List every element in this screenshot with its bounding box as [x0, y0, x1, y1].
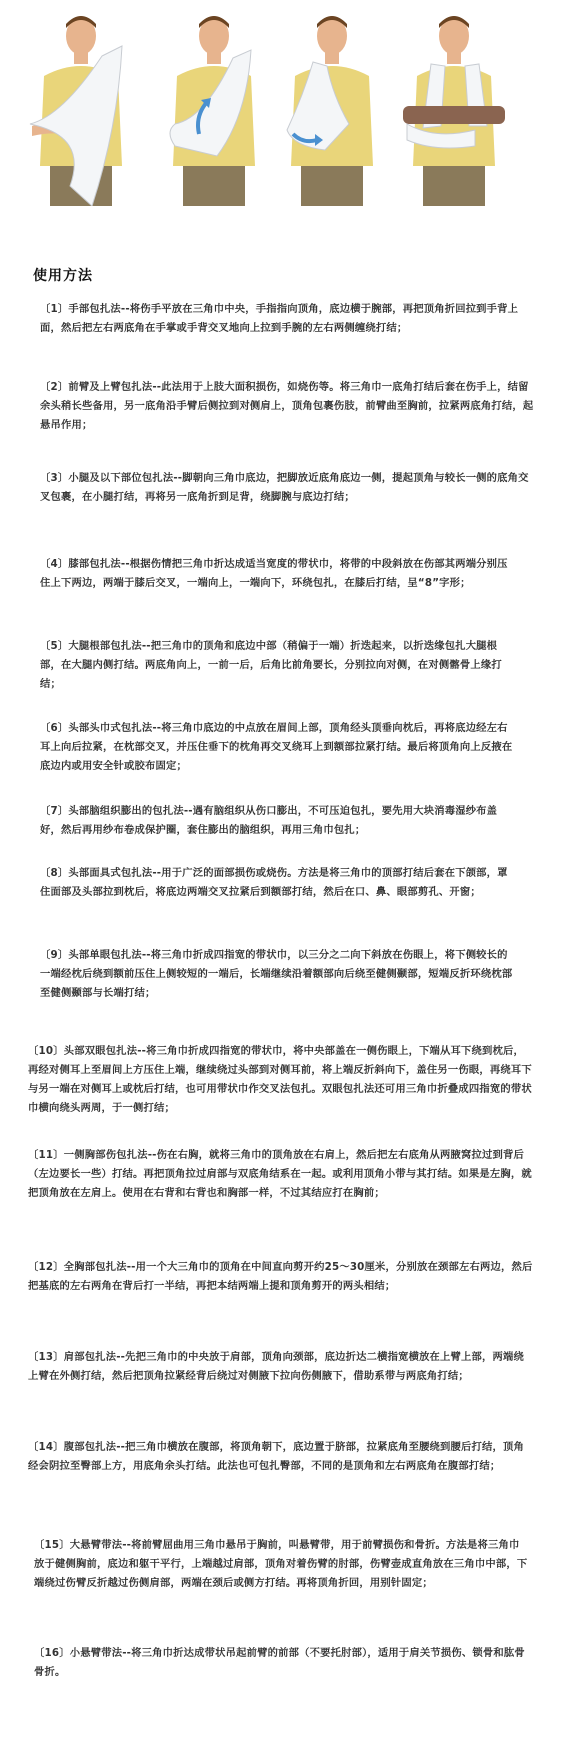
arm-sling-step-3-illustration	[273, 6, 391, 206]
method-paragraph: 〔9〕头部单眼包扎法--将三角巾折成四指宽的带状巾，以三分之二向下斜放在伤眼上，将下侧较长的一端经枕后绕到额前压住上侧较短的一端后，长端继续沿着额部向后绕至健侧颞部，短端反折环绕枕部至健侧颞部与长端打结；	[40, 949, 513, 999]
method-paragraph: 〔12〕全胸部包扎法--用一个大三角巾的顶角在中间直向剪开约25～30厘米，分别放在颈部左右两边，然后把基底的左右两角在背后打一半结，再把本结两端上提和顶角剪开的两头相结；	[28, 1261, 533, 1292]
method-paragraph: 〔1〕手部包扎法--将伤手平放在三角巾中央，手指指向顶角，底边横于腕部，再把顶角折回拉到手背上面，然后把左右两底角在手掌或手背交叉地向上拉到手腕的左右两侧缠绕打结；	[40, 303, 519, 334]
method-paragraph: 〔10〕头部双眼包扎法--将三角巾折成四指宽的带状巾，将中央部盖在一侧伤眼上，下端从耳下绕到枕后，再经对侧耳上至眉间上方压住上端，继续绕过头部到对侧耳前，将上端反折斜向下，盖住另一伤眼，再绕耳下与另一端在对侧耳上或枕后打结，也可用带状巾作交叉法包扎。双眼包扎法还可用三角巾折叠成四指宽的带状巾横向绕头两周，于一侧打结；	[28, 1045, 532, 1114]
method-paragraph: 〔15〕大悬臂带法--将前臂屈曲用三角巾悬吊于胸前，叫悬臂带，用于前臂损伤和骨折。方法是将三角巾放于健侧胸前，底边和躯干平行，上端越过肩部，顶角对着伤臂的肘部，伤臂壶成直角放在三角巾中部，下端绕过伤臂反折越过伤侧肩部，两端在颈后或侧方打结。再将顶角折回，用别针固定；	[34, 1539, 528, 1589]
method-paragraph: 〔14〕腹部包扎法--把三角巾横放在腹部，将顶角朝下，底边置于脐部，拉紧底角至腰绕到腰后打结，顶角经会阴拉至臀部上方，用底角余头打结。此法也可包扎臀部，不同的是顶角和左右两底角在腹部打结；	[28, 1441, 525, 1472]
section-title: 使用方法	[33, 268, 93, 284]
method-paragraph: 〔5〕大腿根部包扎法--把三角巾的顶角和底边中部（稍偏于一端）折迭起来，以折迭缘包扎大腿根部，在大腿内侧打结。两底角向上，一前一后，后角比前角要长，分别拉向对侧，在对侧髂骨上缘打结；	[40, 640, 502, 690]
method-paragraph: 〔4〕膝部包扎法--根据伤情把三角巾折达成适当宽度的带状巾，将带的中段斜放在伤部其两端分别压住上下两边，两端于膝后交叉，一端向上，一端向下，环绕包扎，在膝后打结，呈“8”字形；	[40, 558, 508, 589]
method-paragraph: 〔2〕前臂及上臂包扎法--此法用于上肢大面积损伤，如烧伤等。将三角巾一底角打结后套在伤手上，结留余头稍长些备用，另一底角沿手臂后侧拉到对侧肩上，顶角包裹伤肢，前臂曲至胸前，拉紧两底角打结，起悬吊作用；	[40, 381, 534, 431]
figure	[273, 6, 391, 206]
method-paragraph: 〔11〕一侧胸部伤包扎法--伤在右胸，就将三角巾的顶角放在右肩上，然后把左右底角从两腋窝拉过到背后（左边要长一些）打结。再把顶角拉过肩部与双底角结系在一起。或利用顶角小带与其打结。如果是左胸，就把顶角放在左肩上。使用在右背和右背也和胸部一样，不过其结应打在胸前；	[28, 1149, 532, 1199]
illustration-strip	[0, 0, 561, 210]
arm-sling-step-2-illustration	[155, 6, 273, 206]
method-paragraph: 〔6〕头部头巾式包扎法--将三角巾底边的中点放在眉间上部，顶角经头顶垂向枕后，再将底边经左右耳上向后拉紧，在枕部交叉，并压住垂下的枕角再交叉绕耳上到额部拉紧打结。最后将顶角向上反掖在底边内或用安全针或胶布固定；	[40, 722, 513, 772]
arm-sling-step-4-illustration	[395, 6, 513, 206]
figure	[22, 6, 140, 206]
method-paragraph: 〔16〕小悬臂带法--将三角巾折达成带状吊起前臂的前部（不要托肘部），适用于肩关节损伤、锁骨和肱骨骨折。	[34, 1647, 525, 1678]
method-paragraph: 〔8〕头部面具式包扎法--用于广泛的面部损伤或烧伤。方法是将三角巾的顶部打结后套在下颌部，罩住面部及头部拉到枕后，将底边两端交叉拉紧后到额部打结，然后在口、鼻、眼部剪孔、开窗；	[40, 867, 508, 898]
figure	[155, 6, 273, 206]
arm-sling-step-1-illustration	[22, 6, 140, 206]
method-paragraph: 〔7〕头部脑组织膨出的包扎法--遇有脑组织从伤口膨出，不可压迫包扎，要先用大块消毒湿纱布盖好，然后再用纱布卷成保护圈，套住膨出的脑组织，再用三角巾包扎；	[40, 805, 498, 836]
figure	[395, 6, 513, 206]
method-paragraph: 〔3〕小腿及以下部位包扎法--脚朝向三角巾底边，把脚放近底角底边一侧，提起顶角与较长一侧的底角交叉包裹，在小腿打结，再将另一底角折到足背，绕脚腕与底边打结；	[40, 472, 529, 503]
method-paragraph: 〔13〕肩部包扎法--先把三角巾的中央放于肩部，顶角向颈部，底边折达二横指宽横放在上臂上部，两端绕上臂在外侧打结，然后把顶角拉紧经背后绕过对侧腋下拉向伤侧腋下，借助系带与两底角打结；	[28, 1351, 525, 1382]
